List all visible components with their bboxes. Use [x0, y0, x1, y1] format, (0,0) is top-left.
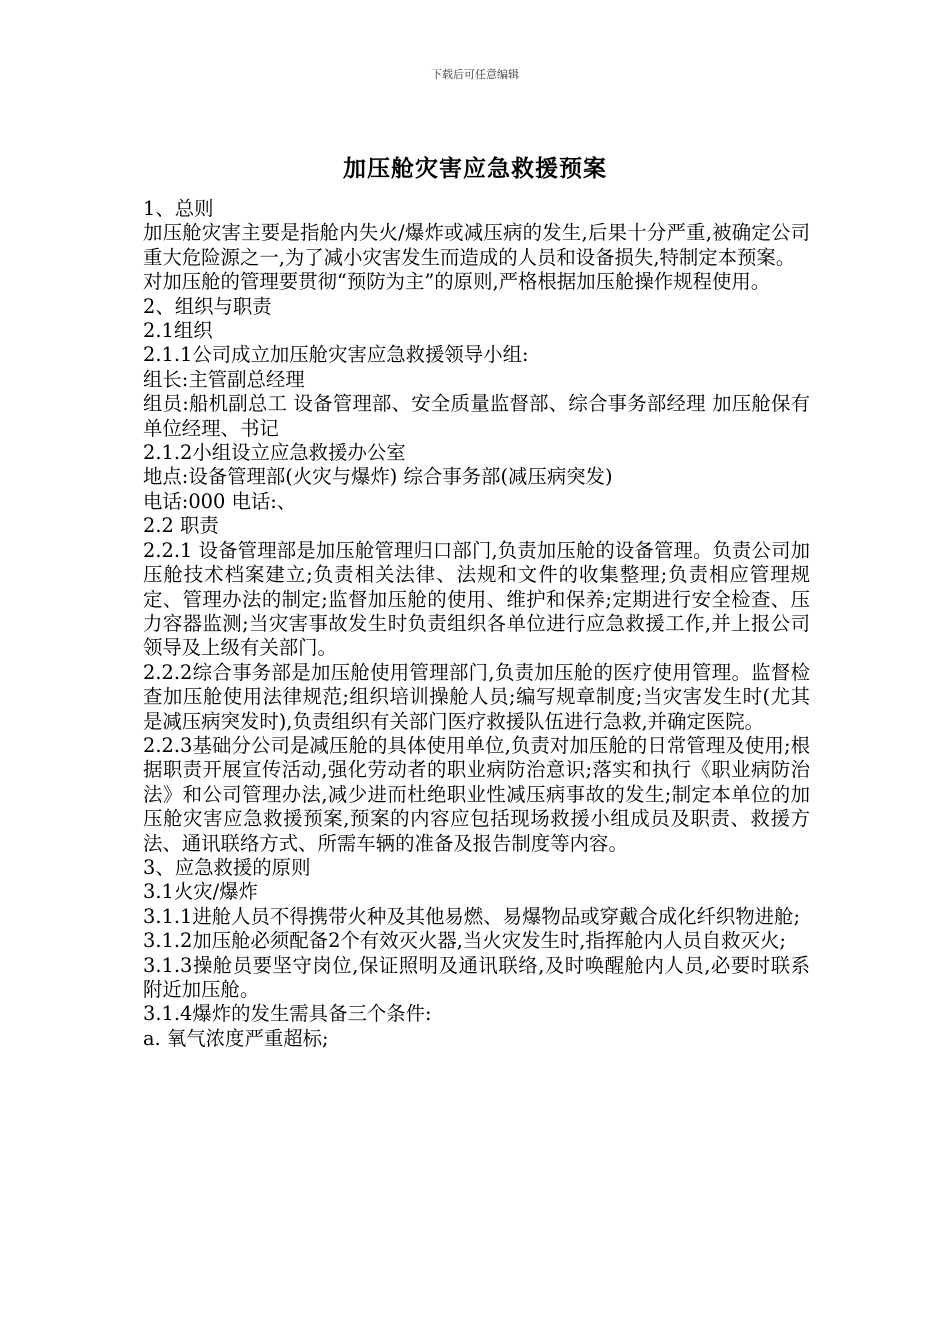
subheading: 3.1火灾/爆炸 — [143, 880, 258, 904]
paragraph: 3.1.1进舱人员不得携带火种及其他易燃、易爆物品或穿戴合成化纤织物进舱; — [143, 904, 800, 928]
page-title: 加压舱灾害应急救援预案 — [343, 156, 607, 182]
paragraph: 3.1.4爆炸的发生需具备三个条件: — [143, 1002, 432, 1026]
paragraph: 对加压舱的管理要贯彻“预防为主”的原则,严格根据加压舱操作规程使用。 — [143, 270, 771, 294]
heading-principles: 3、应急救援的原则 — [143, 855, 311, 879]
paragraph: 组员:船机副总工 设备管理部、安全质量监督部、综合事务部经理 加压舱保有单位经理、书记 — [143, 392, 810, 440]
header-note: 下载后可任意编辑 — [431, 68, 519, 81]
paragraph: 3.1.2加压舱必须配备2个有效灭火器,当火灾发生时,指挥舱内人员自救灭火; — [143, 929, 786, 953]
paragraph: 组长:主管副总经理 — [143, 367, 305, 391]
paragraph: 2.2.3基础分公司是减压舱的具体使用单位,负责对加压舱的日常管理及使用;根据职责开展宣传活动,强化劳动者的职业病防治意识;落实和执行《职业病防治法》和公司管理办法,减少进而杜绝职业性减压病事故的发生;制定本单位的加压舱灾害应急救援预案,预案的内容应包括现场救援小组成员及职责、救援方法、通讯联络方式、所需车辆的准备及报告制度等内容。 — [143, 733, 810, 855]
paragraph: 电话:000 电话:、 — [143, 489, 297, 513]
heading-general: 1、总则 — [143, 197, 214, 220]
paragraph: 2.1.1公司成立加压舱灾害应急救援领导小组: — [143, 343, 529, 367]
paragraph: 2.1.2小组设立应急救援办公室 — [143, 441, 406, 465]
heading-organization: 2、组织与职责 — [143, 294, 272, 318]
paragraph: 加压舱灾害主要是指舱内失火/爆炸或减压病的发生,后果十分严重,被确定公司重大危险源之一,为了减小灾害发生而造成的人员和设备损失,特制定本预案。 — [143, 221, 810, 269]
paragraph: 3.1.3操舱员要坚守岗位,保证照明及通讯联络,及时唤醒舱内人员,必要时联系附近加压舱。 — [143, 953, 810, 1001]
paragraph: a. 氧气浓度严重超标; — [143, 1026, 329, 1050]
document-body — [143, 197, 810, 1051]
subheading: 2.1组织 — [143, 319, 213, 343]
paragraph: 2.2.1 设备管理部是加压舱管理归口部门,负责加压舱的设备管理。负责公司加压舱技术档案建立;负责相关法律、法规和文件的收集整理;负责相应管理规定、管理办法的制定;监督加压舱的使用、维护和保养;定期进行安全检查、压力容器监测;当灾害事故发生时负责组织各单位进行应急救援工作,并上报公司领导及上级有关部门。 — [143, 538, 810, 660]
paragraph: 2.2.2综合事务部是加压舱使用管理部门,负责加压舱的医疗使用管理。监督检查加压舱使用法律规范;组织培训操舱人员;编写规章制度;当灾害发生时(尤其是减压病突发时),负责组织有关部门医疗救援队伍进行急救,并确定医院。 — [143, 660, 810, 733]
subheading: 2.2 职责 — [143, 514, 219, 538]
paragraph: 地点:设备管理部(火灾与爆炸) 综合事务部(减压病突发) — [143, 465, 613, 489]
